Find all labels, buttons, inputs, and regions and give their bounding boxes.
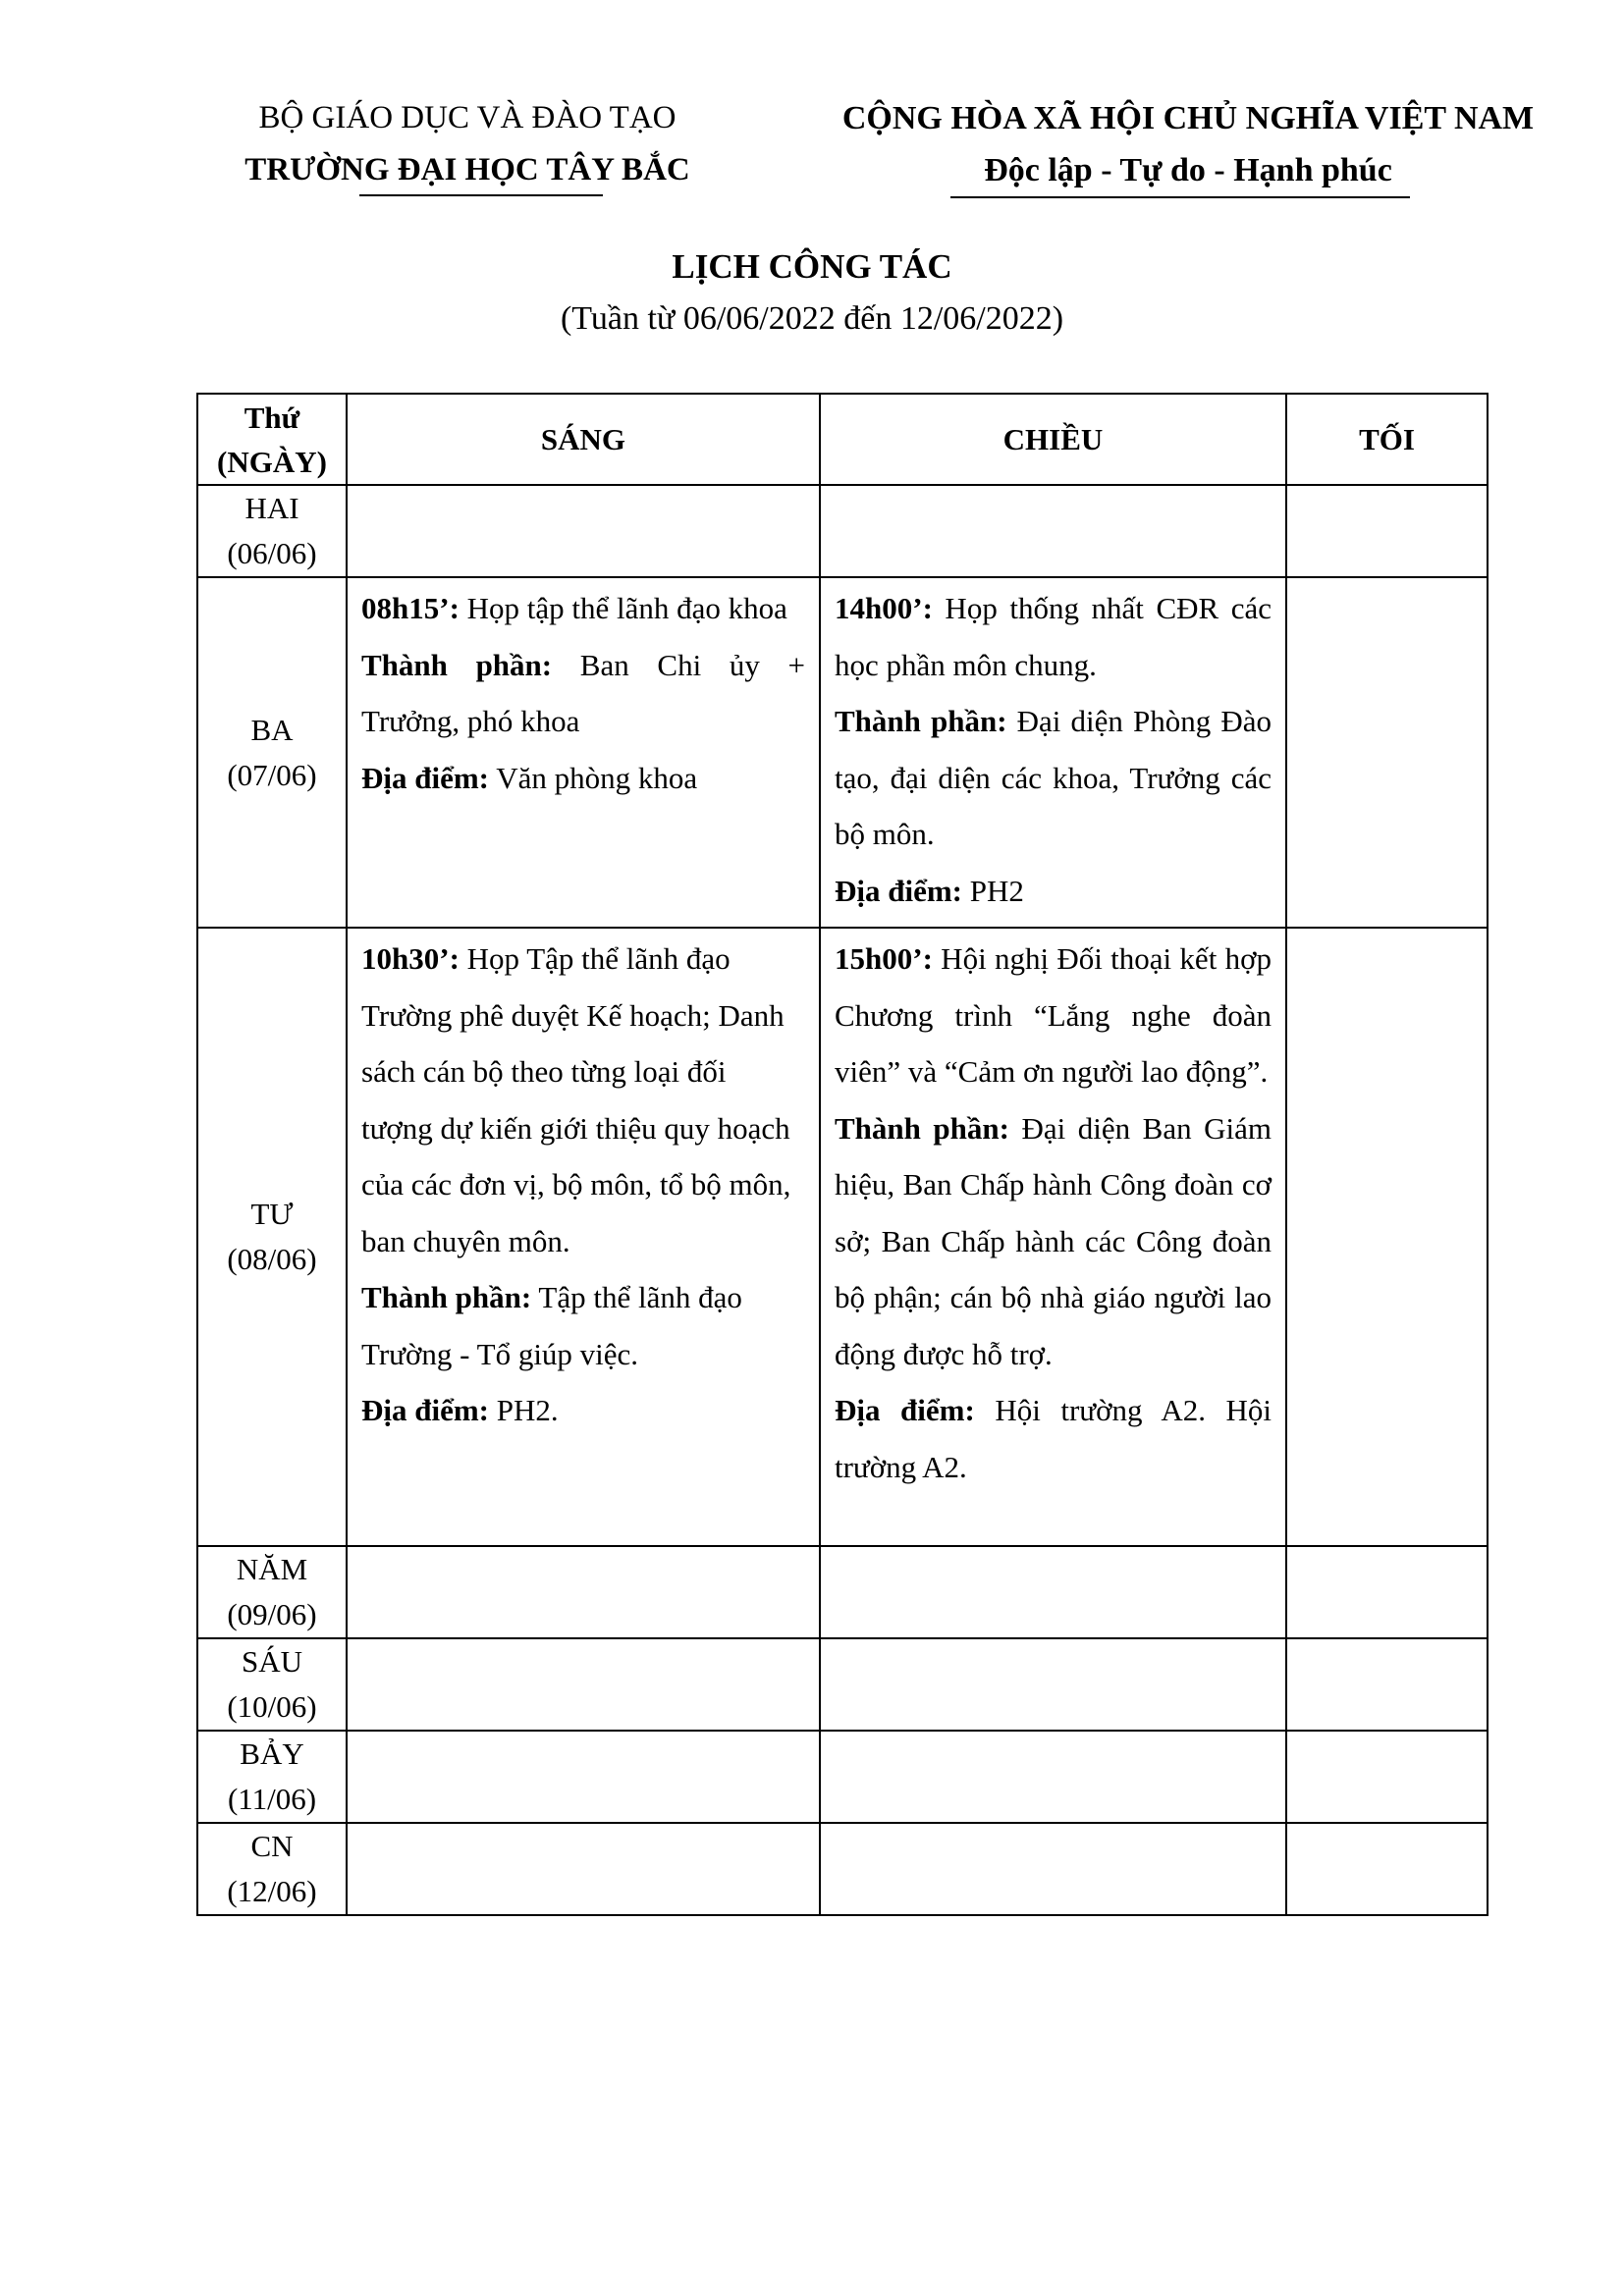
page-subtitle: (Tuần từ 06/06/2022 đến 12/06/2022) <box>560 300 1064 337</box>
motto-underline <box>950 196 1410 198</box>
evening-cell <box>1286 1546 1488 1638</box>
evening-cell <box>1286 1731 1488 1823</box>
event-participants <box>361 1269 805 1382</box>
morning-cell <box>347 1823 820 1915</box>
afternoon-cell <box>820 1823 1286 1915</box>
location-text: Hội trường A2. Hội trường A2. <box>835 1393 1272 1484</box>
day-cell <box>197 928 347 1546</box>
event-time: 10h30’: <box>361 941 460 976</box>
day-cell <box>197 485 347 577</box>
event-location <box>361 750 805 807</box>
day-name: CN <box>250 1829 294 1863</box>
afternoon-cell <box>820 1546 1286 1638</box>
ministry-header <box>192 92 742 196</box>
event-description <box>361 580 805 637</box>
table-row <box>197 1638 1488 1731</box>
day-date: (11/06) <box>227 1782 317 1816</box>
day-header-line2: (NGÀY) <box>217 444 327 479</box>
event-description <box>835 580 1272 693</box>
evening-cell <box>1286 928 1488 1546</box>
republic-header <box>805 92 1571 196</box>
university-underline <box>359 194 603 196</box>
participants-label: Thành phần: <box>835 704 1007 738</box>
morning-cell <box>347 1546 820 1638</box>
ministry-name: BỘ GIÁO DỤC VÀ ĐÀO TẠO <box>258 100 677 135</box>
morning-column-header: SÁNG <box>347 394 820 485</box>
evening-cell <box>1286 1638 1488 1731</box>
table-row <box>197 577 1488 928</box>
location-text: PH2 <box>962 873 1024 908</box>
event-time: 14h00’: <box>835 591 933 625</box>
event-participants <box>361 637 805 750</box>
day-name: SÁU <box>241 1644 302 1679</box>
day-name: HAI <box>244 491 299 525</box>
event-participants <box>835 1100 1272 1383</box>
day-name: BẢY <box>240 1736 304 1771</box>
location-label: Địa điểm: <box>361 1393 490 1427</box>
motto: Độc lập - Tự do - Hạnh phúc <box>984 152 1392 188</box>
participants-label: Thành phần: <box>361 1280 532 1314</box>
table-row <box>197 1823 1488 1915</box>
day-date: (08/06) <box>227 1242 317 1276</box>
afternoon-cell <box>820 577 1286 928</box>
day-name: NĂM <box>236 1552 308 1586</box>
morning-cell <box>347 577 820 928</box>
event-location <box>835 863 1272 920</box>
afternoon-cell <box>820 1638 1286 1731</box>
page-title: LỊCH CÔNG TÁC <box>672 247 952 286</box>
location-label: Địa điểm: <box>835 1393 975 1427</box>
schedule-table <box>196 393 1489 1916</box>
event-location <box>835 1382 1272 1495</box>
event-description <box>361 931 805 1269</box>
event-text: Họp Tập thể lãnh đạo Trường phê duyệt Kế hoạch; Danh sách cán bộ theo từng loại đối tượng dự kiến giới thiệu quy hoạch của các đơn vị, bộ môn, tổ bộ môn, ban chuyên môn. <box>361 941 791 1258</box>
participants-text: Đại diện Phòng Đào tạo, đại diện các khoa, Trưởng các bộ môn. <box>835 704 1272 851</box>
day-date: (10/06) <box>227 1689 317 1724</box>
afternoon-cell <box>820 928 1286 1546</box>
day-cell <box>197 1546 347 1638</box>
event-time: 08h15’: <box>361 591 460 625</box>
evening-cell <box>1286 485 1488 577</box>
participants-text: Tập thể lãnh đạo Trường - Tổ giúp việc. <box>361 1280 742 1371</box>
afternoon-cell <box>820 1731 1286 1823</box>
morning-cell <box>347 485 820 577</box>
participants-label: Thành phần: <box>361 647 553 682</box>
evening-column-header: TỐI <box>1286 394 1488 485</box>
participants-text: Ban Chi ủy + Trưởng, phó khoa <box>361 647 805 738</box>
day-column-header <box>197 394 347 485</box>
day-header-line1: Thứ <box>244 400 300 435</box>
evening-cell <box>1286 577 1488 928</box>
day-cell <box>197 1823 347 1915</box>
morning-cell <box>347 928 820 1546</box>
afternoon-column-header: CHIỀU <box>820 394 1286 485</box>
table-row <box>197 1546 1488 1638</box>
table-row <box>197 485 1488 577</box>
event-text: Họp thống nhất CĐR các học phần môn chung. <box>835 591 1272 682</box>
day-cell <box>197 577 347 928</box>
location-label: Địa điểm: <box>361 760 490 795</box>
day-cell <box>197 1731 347 1823</box>
event-description <box>835 931 1272 1100</box>
table-row <box>197 928 1488 1546</box>
location-text: PH2. <box>489 1393 559 1427</box>
event-location <box>361 1382 805 1439</box>
evening-cell <box>1286 1823 1488 1915</box>
morning-cell <box>347 1638 820 1731</box>
republic-name: CỘNG HÒA XÃ HỘI CHỦ NGHĨA VIỆT NAM <box>841 100 1535 136</box>
location-label: Địa điểm: <box>835 873 963 908</box>
morning-cell <box>347 1731 820 1823</box>
day-date: (07/06) <box>227 757 317 792</box>
event-time: 15h00’: <box>835 941 933 976</box>
event-text: Hội nghị Đối thoại kết hợp Chương trình “Lắng nghe đoàn viên” và “Cảm ơn người lao động”. <box>835 941 1272 1089</box>
event-text: Họp tập thể lãnh đạo khoa <box>459 591 787 625</box>
header-row <box>197 394 1488 485</box>
participants-text: Đại diện Ban Giám hiệu, Ban Chấp hành Công đoàn cơ sở; Ban Chấp hành các Công đoàn bộ phận; cán bộ nhà giáo người lao động được hỗ trợ. <box>835 1110 1272 1371</box>
day-date: (12/06) <box>227 1874 317 1908</box>
day-cell <box>197 1638 347 1731</box>
day-name: TƯ <box>250 1197 294 1231</box>
table-row <box>197 1731 1488 1823</box>
day-name: BA <box>250 712 294 747</box>
university-name: TRƯỜNG ĐẠI HỌC TÂY BẮC <box>244 152 690 187</box>
event-participants <box>835 693 1272 863</box>
location-text: Văn phòng khoa <box>489 760 698 795</box>
afternoon-cell <box>820 485 1286 577</box>
participants-label: Thành phần: <box>835 1110 1009 1146</box>
day-date: (09/06) <box>227 1597 317 1631</box>
day-date: (06/06) <box>227 536 317 570</box>
